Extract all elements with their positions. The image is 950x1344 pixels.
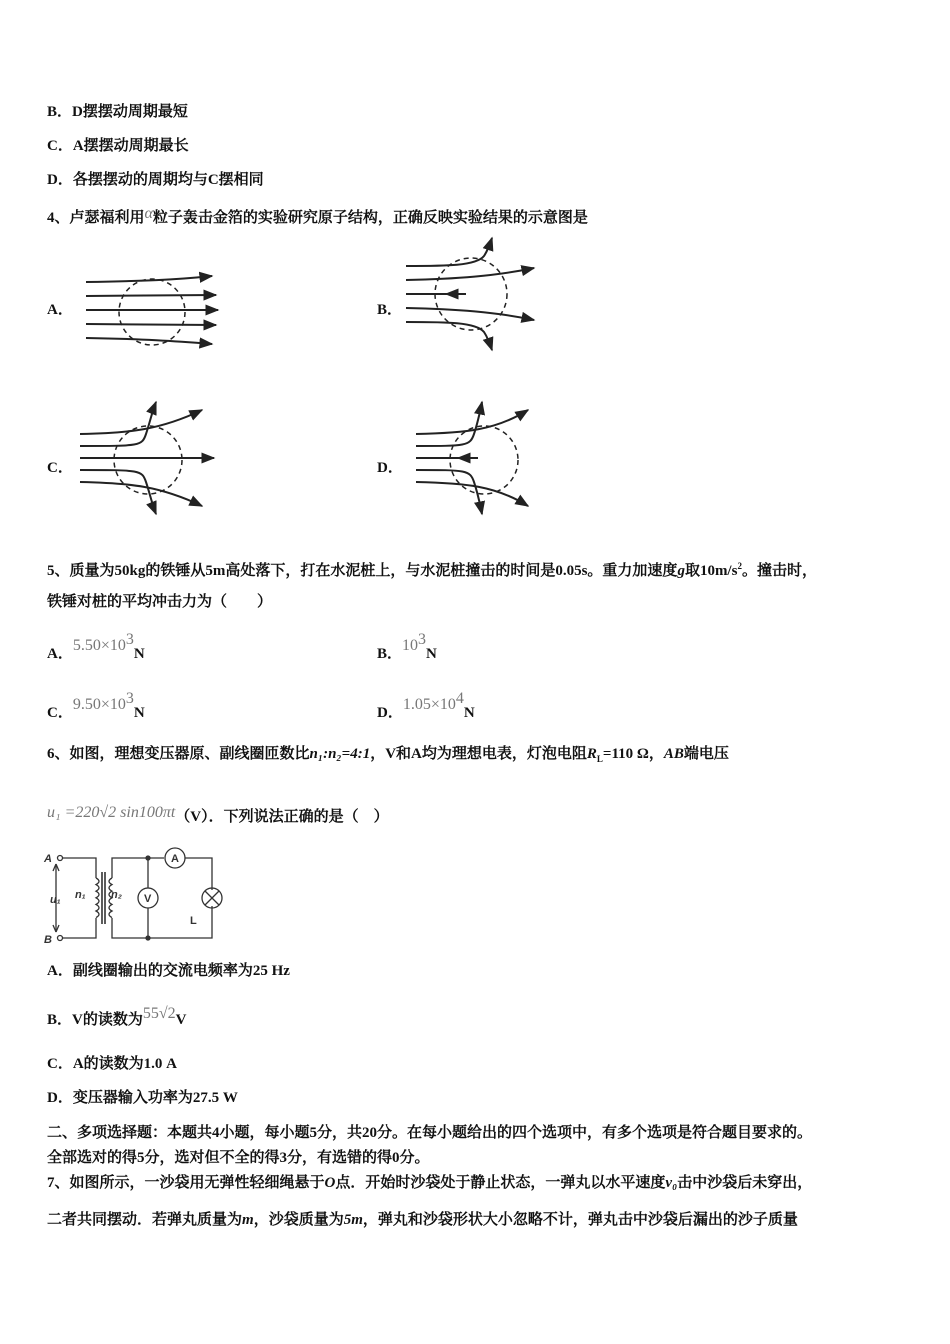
q5-option-d: D．$1.05\times 10^4N$ <box>377 690 475 721</box>
q5-stem-line2: 铁锤对桩的平均冲击力为（ ） <box>47 594 273 610</box>
q4-stem: 4、卢瑟福利用α粒子轰击金箔的实验研究原子结构，正确反映实验结果的示意图是 <box>47 205 588 226</box>
terminal-b-label: B <box>44 934 52 946</box>
lamp-label: L <box>190 915 197 927</box>
transformer-circuit-diagram <box>44 848 224 948</box>
voltmeter-label: V <box>144 893 152 905</box>
section2-instructions-line1: 二、多项选择题：本题共4小题，每小题5分，共20分。在每小题给出的四个选项中，有多个选项是符合题目要求的。 <box>47 1125 813 1141</box>
scattering-diagram-c <box>80 398 220 520</box>
q5-stem-line1: 5、质量为50kg的铁锤从5m高处落下，打在水泥桩上，与水泥桩撞击的时间是0.05s。重力加速度g取$10m/s^2$。撞击时， <box>47 561 817 579</box>
scattering-diagram-a <box>84 270 224 360</box>
n1-label: n₁ <box>75 889 86 901</box>
q4-option-a-label: A． <box>47 302 73 318</box>
q6-option-c: C．A的读数为1.0 A <box>47 1056 178 1072</box>
q4-option-b-label: B． <box>377 302 403 318</box>
scattering-diagram-d <box>416 398 556 520</box>
q4-option-d-label: D． <box>377 460 403 476</box>
section2-instructions-line2: 全部选对的得5分，选对但不全的得3分，有选错的得0分。 <box>47 1150 430 1166</box>
n2-label: n₂ <box>111 889 122 901</box>
ammeter-label: A <box>171 853 179 865</box>
u1-label: u₁ <box>50 894 61 906</box>
q7-stem-line2: 二者共同摆动．若弹丸质量为m，沙袋质量为5m，弹丸和沙袋形状大小忽略不计，弹丸击中沙袋后漏出的沙子质量 <box>47 1212 798 1228</box>
terminal-a-label: A <box>44 853 52 865</box>
q5-option-a: A．$5.50\times 10^3N$ <box>47 631 145 662</box>
q4-option-c-label: C． <box>47 460 73 476</box>
q6-option-a: A．副线圈输出的交流电频率为25 Hz <box>47 963 290 979</box>
q3-option-b: B．D摆摆动周期最短 <box>47 104 188 120</box>
q3-option-c: C．A摆摆动周期最长 <box>47 138 189 154</box>
q6-stem-line1: 6、如图，理想变压器原、副线圈匝数比n₁:n₂=4:1，V和A均为理想电表，灯泡电阻$R_L=110$ Ω，AB端电压 <box>47 746 729 764</box>
q5-option-c: C．$9.50\times 10^3N$ <box>47 690 145 721</box>
q5-option-b: B．$10^3N$ <box>377 631 437 662</box>
q6-stem-line2: u₁ =220√2 sin100πt（V）．下列说法正确的是（ ） <box>47 804 389 825</box>
scattering-diagram-b <box>406 236 546 356</box>
q6-option-d: D．变压器输入功率为27.5 W <box>47 1090 238 1106</box>
q6-option-b: B．V的读数为55√2V <box>47 1005 187 1028</box>
q3-option-d: D．各摆摆动的周期均与C摆相同 <box>47 172 264 188</box>
q7-stem-line1: 7、如图所示，一沙袋用无弹性轻细绳悬于O点．开始时沙袋处于静止状态，一弹丸以水平速度v₀击中沙袋后未穿出， <box>47 1175 813 1191</box>
